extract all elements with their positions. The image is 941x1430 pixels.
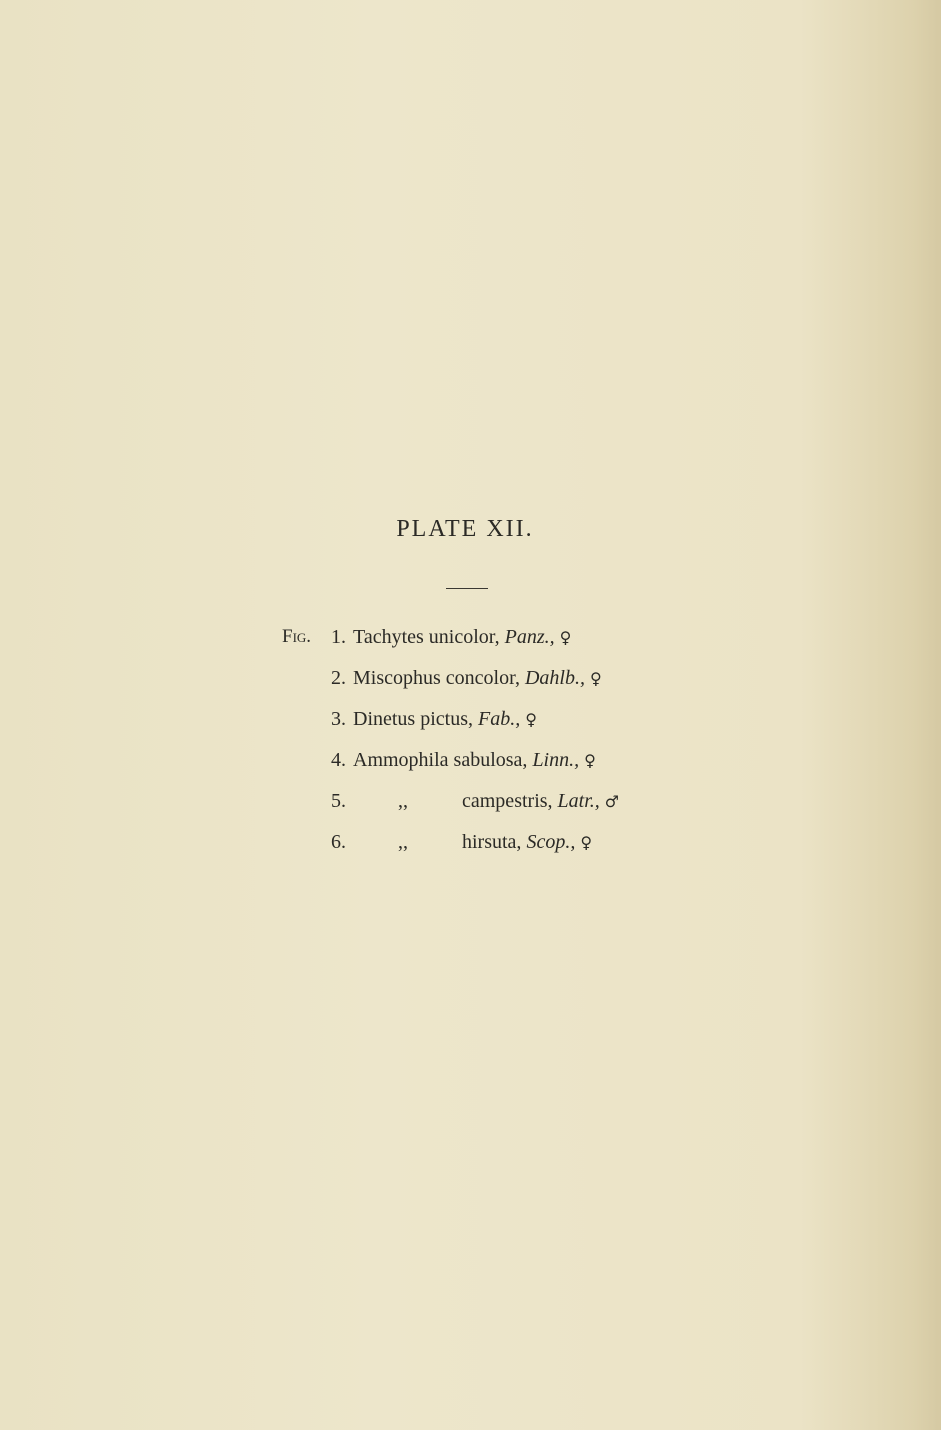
ditto-mark: ,, bbox=[398, 831, 408, 853]
figure-row-6 bbox=[0, 829, 941, 870]
figure-number: 6. bbox=[331, 831, 346, 853]
figure-row-3 bbox=[0, 706, 941, 747]
title-rule bbox=[446, 588, 488, 589]
figure-entry bbox=[353, 626, 571, 649]
species-name: hirsuta, bbox=[462, 831, 522, 853]
figure-entry bbox=[353, 749, 596, 772]
female-symbol: ♀ bbox=[589, 669, 602, 688]
figure-entry bbox=[353, 667, 602, 690]
figure-number: 4. bbox=[331, 749, 346, 771]
figure-entry bbox=[462, 790, 619, 813]
female-symbol: ♀ bbox=[580, 833, 593, 852]
figure-number: 3. bbox=[331, 708, 346, 730]
female-symbol: ♀ bbox=[559, 628, 572, 647]
author-abbrev: Panz., bbox=[504, 626, 555, 648]
female-symbol: ♀ bbox=[584, 751, 596, 770]
figure-number: 2. bbox=[331, 667, 346, 689]
male-symbol: ♂ bbox=[604, 792, 620, 811]
author-abbrev: Linn., bbox=[532, 749, 580, 771]
fig-label: Fig. bbox=[282, 626, 312, 647]
figure-number: 5. bbox=[331, 790, 346, 812]
figure-entry bbox=[462, 831, 592, 854]
figure-entry bbox=[353, 708, 537, 731]
figure-row-5 bbox=[0, 788, 941, 829]
ditto-mark: ,, bbox=[398, 790, 408, 812]
species-name: Dinetus pictus, bbox=[353, 708, 473, 730]
species-name: Tachytes unicolor, bbox=[353, 626, 500, 648]
figure-list bbox=[0, 624, 941, 870]
species-name: campestris, bbox=[462, 790, 553, 812]
species-name: Miscophus concolor, bbox=[353, 667, 520, 689]
author-abbrev: Latr., bbox=[557, 790, 600, 812]
author-abbrev: Fab., bbox=[478, 708, 521, 730]
author-abbrev: Scop., bbox=[526, 831, 576, 853]
female-symbol: ♀ bbox=[525, 710, 537, 729]
author-abbrev: Dahlb., bbox=[524, 667, 585, 689]
species-name: Ammophila sabulosa, bbox=[353, 749, 528, 771]
figure-number: 1. bbox=[331, 626, 346, 648]
figure-row-2 bbox=[0, 665, 941, 706]
figure-row-1 bbox=[0, 624, 941, 665]
plate-title: PLATE XII. bbox=[396, 516, 534, 542]
figure-row-4 bbox=[0, 747, 941, 788]
